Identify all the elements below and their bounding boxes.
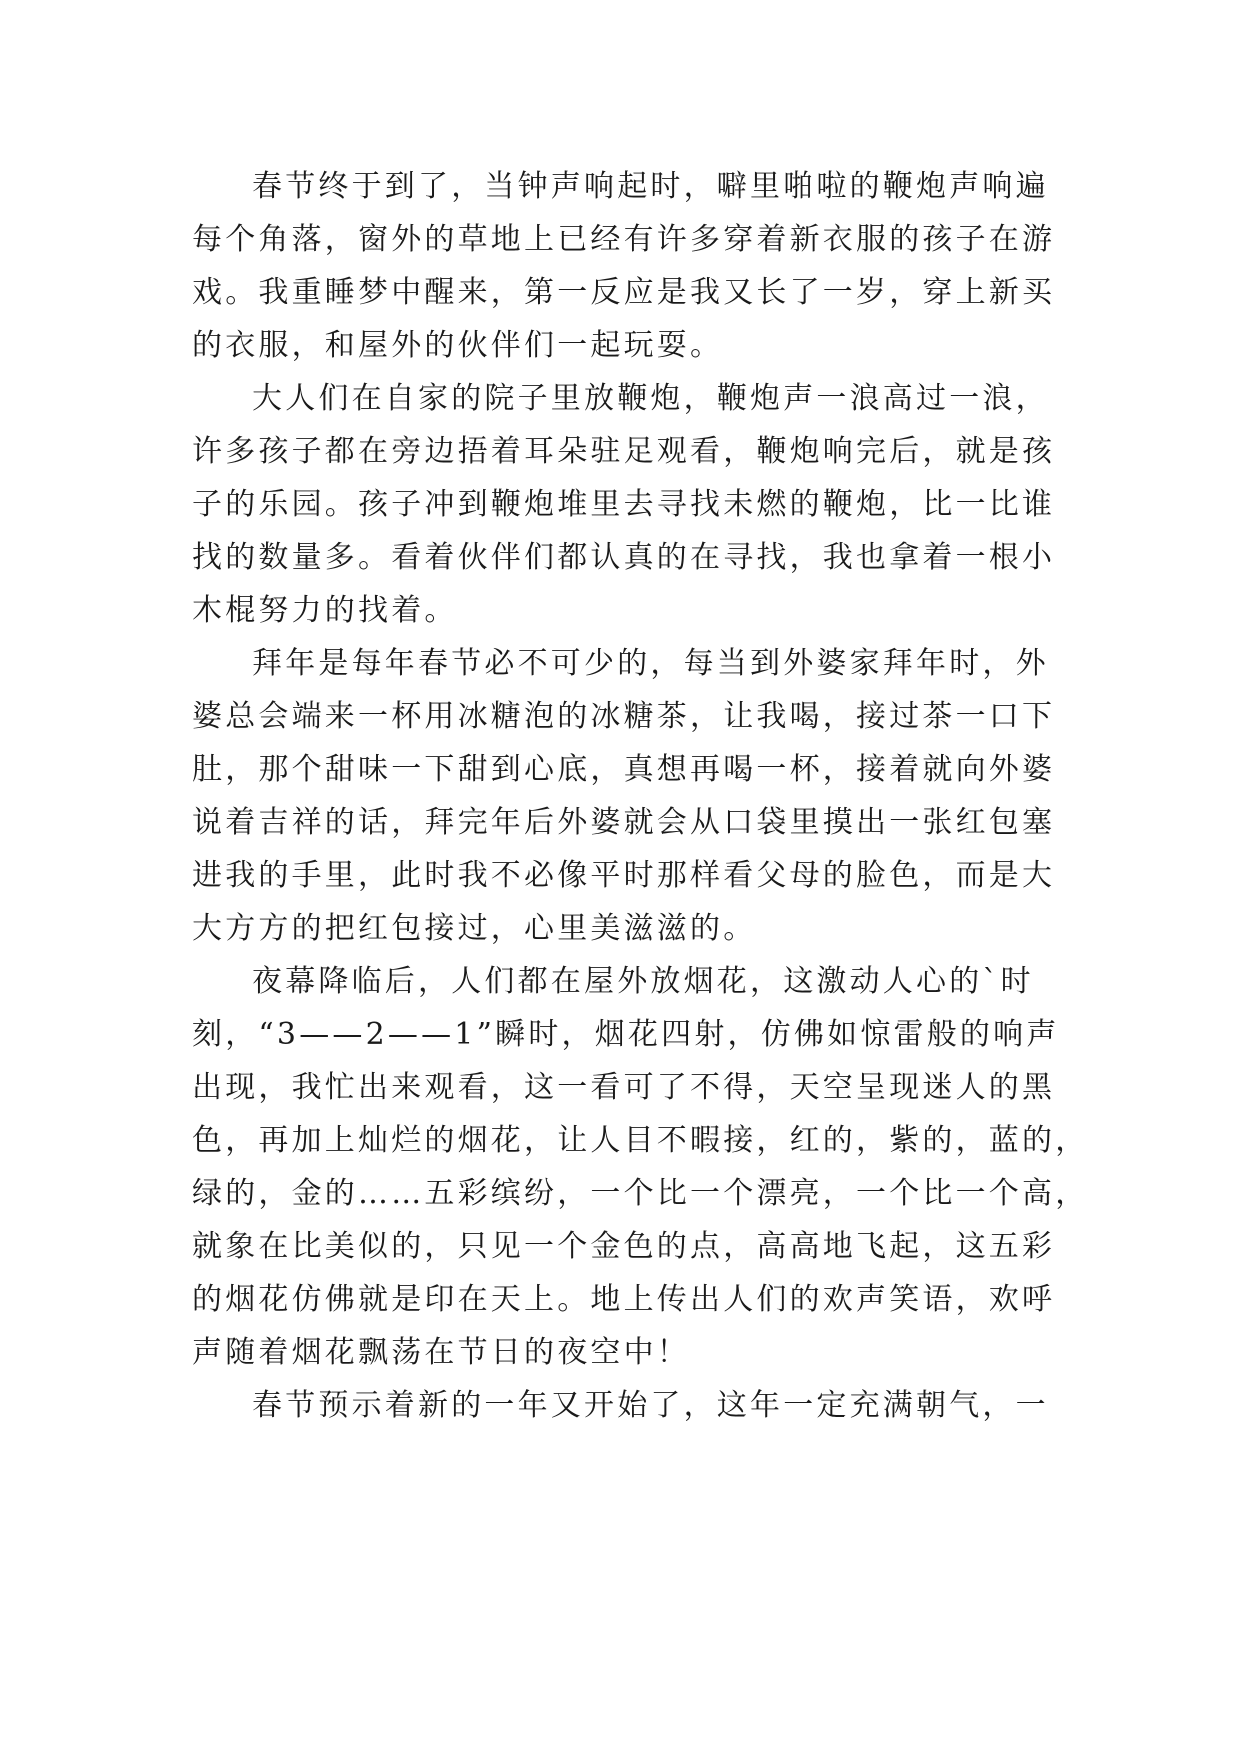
- paragraph-line: 说着吉祥的话，拜完年后外婆就会从口袋里摸出一张红包塞: [192, 805, 1056, 840]
- paragraph-line: 声随着烟花飘荡在节日的夜空中！: [192, 1335, 690, 1370]
- paragraph-5: [192, 1379, 1052, 1432]
- paragraph-line: 绿的，金的……五彩缤纷，一个比一个漂亮，一个比一个高，: [192, 1176, 1089, 1211]
- paragraph-2: [192, 372, 1056, 637]
- paragraph-line: 色，再加上灿烂的烟花，让人目不暇接，红的，紫的，蓝的，: [192, 1123, 1089, 1158]
- paragraph-line: 婆总会端来一杯用冰糖泡的冰糖茶，让我喝，接过茶一口下: [192, 699, 1056, 734]
- paragraph-line: 找的数量多。看着伙伴们都认真的在寻找，我也拿着一根小: [192, 540, 1056, 575]
- paragraph-line: 拜年是每年春节必不可少的，每当到外婆家拜年时，外: [252, 646, 1049, 681]
- paragraph-line: 春节终于到了，当钟声响起时，噼里啪啦的鞭炮声响遍: [252, 169, 1049, 204]
- paragraph-line: 夜幕降临后，人们都在屋外放烟花，这激动人心的`时: [252, 964, 1034, 999]
- paragraph-line: 每个角落，窗外的草地上已经有许多穿着新衣服的孩子在游: [192, 222, 1056, 257]
- document-body: [192, 160, 1089, 1432]
- paragraph-1: [192, 160, 1056, 372]
- paragraph-line: 戏。我重睡梦中醒来，第一反应是我又长了一岁，穿上新买: [192, 275, 1056, 310]
- paragraph-line: 出现，我忙出来观看，这一看可了不得，天空呈现迷人的黑: [192, 1070, 1056, 1105]
- paragraph-line: 木棍努力的找着。: [192, 593, 458, 628]
- paragraph-line: 的烟花仿佛就是印在天上。地上传出人们的欢声笑语，欢呼: [192, 1282, 1056, 1317]
- paragraph-line: 大方方的把红包接过，心里美滋滋的。: [192, 911, 757, 946]
- paragraph-3: [192, 637, 1056, 955]
- paragraph-line: 刻，“3——2——1”瞬时，烟花四射，仿佛如惊雷般的响声: [192, 1017, 1060, 1052]
- paragraph-line: 子的乐园。孩子冲到鞭炮堆里去寻找未燃的鞭炮，比一比谁: [192, 487, 1056, 522]
- paragraph-line: 春节预示着新的一年又开始了，这年一定充满朝气，一: [252, 1388, 1049, 1423]
- paragraph-line: 的衣服，和屋外的伙伴们一起玩耍。: [192, 328, 724, 363]
- paragraph-line: 进我的手里，此时我不必像平时那样看父母的脸色，而是大: [192, 858, 1056, 893]
- paragraph-line: 就象在比美似的，只见一个金色的点，高高地飞起，这五彩: [192, 1229, 1056, 1264]
- paragraph-line: 大人们在自家的院子里放鞭炮，鞭炮声一浪高过一浪，: [252, 381, 1049, 416]
- paragraph-line: 肚，那个甜味一下甜到心底，真想再喝一杯，接着就向外婆: [192, 752, 1056, 787]
- paragraph-4: [192, 955, 1089, 1379]
- paragraph-line: 许多孩子都在旁边捂着耳朵驻足观看，鞭炮响完后，就是孩: [192, 434, 1056, 469]
